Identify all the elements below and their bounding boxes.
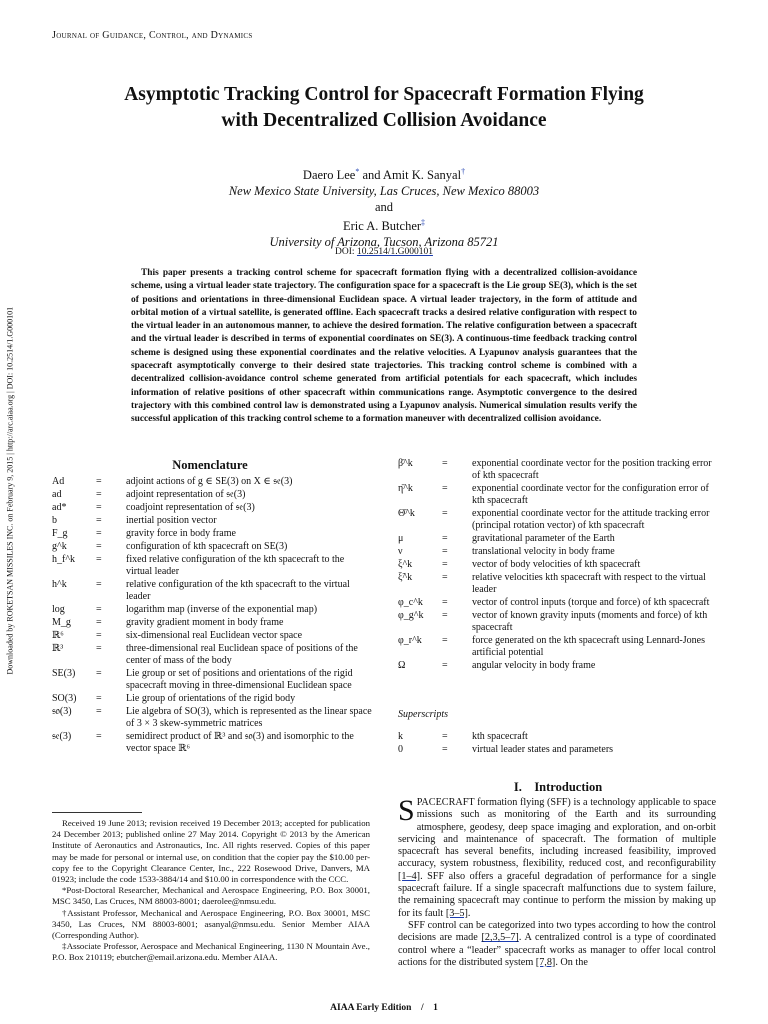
- nomenclature-row: [398, 508, 718, 533]
- author-amit-sanyal: and Amit K. Sanyal: [359, 168, 462, 183]
- footnote-author-2: †Assistant Professor, Mechanical and Aerospace Engineering, P.O. Box 30001, MSC 3450, Las Cruces, NM 88003-8001; asanyal@nmsu.edu. Senior Member AIAA (Corresponding Author).: [52, 907, 370, 941]
- nomenclature-equals: =: [96, 515, 102, 526]
- nomenclature-definition: Lie algebra of SO(3), which is represented as the linear space of 3 × 3 skew-symmetric matrices: [126, 706, 372, 729]
- nomenclature-equals: =: [442, 508, 448, 519]
- footnotes: [52, 818, 370, 964]
- nomenclature-symbol: h_f^k: [52, 554, 76, 565]
- nomenclature-row: [52, 630, 372, 643]
- nomenclature-definition: relative velocities kth spacecraft with respect to the virtual leader: [472, 572, 706, 595]
- nomenclature-definition: gravitational parameter of the Earth: [472, 533, 615, 544]
- nomenclature-equals: =: [96, 630, 102, 641]
- nomenclature-symbol: φ_g^k: [398, 610, 424, 621]
- nomenclature-equals: =: [442, 610, 448, 621]
- nomenclature-definition: translational velocity in body frame: [472, 546, 615, 557]
- abstract: This paper presents a tracking control scheme for spacecraft formation flying with a decentralized collision-avoidance scheme, using a virtual leader state trajectory. The configuration space for a spacecraft is the Lie group SE(3), which is the set of positions and orientations in three-dimensional Euclidean space. A virtual leader trajectory, in the form of attitude and orbital motion of a virtual satellite, is generated offline. Each spacecraft tracks a desired relative configuration with respect to the virtual leader in an autonomous manner, to achieve the desired formation. The relative configuration between a spacecraft and the virtual leader is described in terms of exponential coordinates on SE(3). A continuous-time feedback tracking control scheme is designed using these exponential coordinates and the relative velocities. A Lyapunov analysis guarantees that the spacecraft asymptotically converge to their desired state trajectories. This tracking control scheme is combined with a decentralized collision-avoidance control scheme generated from artificial potentials for each spacecraft, which includes information of relative positions of other spacecraft within communications range. Asymptotic convergence to the desired trajectory with this combined control law is demonstrated using a Lyapunov analysis. Numerical simulation results verify the successful application of this tracking control scheme to a formation maneuver with decentralized collision avoidance.: [131, 268, 637, 425]
- page-footer: AIAA Early Edition / 1: [330, 1003, 438, 1013]
- nomenclature-row: [52, 541, 372, 554]
- nomenclature-row: [398, 731, 718, 744]
- nomenclature-row: [398, 610, 718, 635]
- introduction-text: [398, 794, 716, 969]
- nomenclature-symbol: Ω: [398, 660, 406, 671]
- nomenclature-equals: =: [442, 597, 448, 608]
- nomenclature-equals: =: [96, 528, 102, 539]
- nomenclature-definition: Lie group or set of positions and orientations of the rigid spacecraft moving in three-dimensional Euclidean space: [126, 668, 353, 691]
- nomenclature-row: [52, 604, 372, 617]
- nomenclature-equals: =: [96, 541, 102, 552]
- nomenclature-definition: exponential coordinate vector for the attitude tracking error (principal rotation vector) of kth spacecraft: [472, 508, 710, 531]
- author-line-1: [0, 164, 768, 183]
- nomenclature-definition: fixed relative configuration of the kth spacecraft to the virtual leader: [126, 554, 345, 577]
- nomenclature-definition: adjoint representation of 𝔰𝔢(3): [126, 489, 246, 500]
- nomenclature-definition: vector of body velocities of kth spacecraft: [472, 559, 641, 570]
- nomenclature-symbol: Ad: [52, 476, 65, 487]
- nomenclature-symbol: Θ̄^k: [398, 508, 415, 519]
- paper-title: [40, 82, 728, 134]
- nomenclature-definition: inertial position vector: [126, 515, 217, 526]
- superscripts-table: [398, 731, 718, 757]
- nomenclature-row: [52, 706, 372, 731]
- nomenclature-symbol: ℝ³: [52, 643, 64, 654]
- nomenclature-definition: kth spacecraft: [472, 731, 528, 742]
- author-mark-b[interactable]: †: [461, 167, 466, 176]
- nomenclature-equals: =: [96, 554, 102, 565]
- nomenclature-equals: =: [96, 489, 102, 500]
- section-heading-introduction: I. Introduction: [513, 780, 603, 794]
- nomenclature-symbol: F_g: [52, 528, 68, 539]
- nomenclature-symbol: η̄^k: [398, 483, 413, 494]
- citation-link[interactable]: [7,8]: [535, 956, 556, 968]
- nomenclature-symbol: h^k: [52, 579, 67, 590]
- nomenclature-row: [398, 533, 718, 546]
- nomenclature-equals: =: [442, 572, 448, 583]
- nomenclature-equals: =: [442, 744, 448, 755]
- nomenclature-equals: =: [96, 731, 102, 742]
- nomenclature-symbol: log: [52, 604, 65, 615]
- nomenclature-equals: =: [442, 458, 448, 469]
- nomenclature-right: [398, 458, 718, 673]
- nomenclature-definition: exponential coordinate vector for the position tracking error of kth spacecraft: [472, 458, 712, 481]
- nomenclature-row: [52, 731, 372, 756]
- nomenclature-definition: Lie group of orientations of the rigid body: [126, 693, 296, 704]
- nomenclature-equals: =: [442, 546, 448, 557]
- intro-paragraph-2: SFF control can be categorized into two types according to how the control decisions are made [2,3,5–7]. A centralized control is a type of coordinated control where a “leader” spacecraft works as manager to offer local control actions for the distributed system [7,8]. On the: [398, 919, 716, 968]
- nomenclature-row: [52, 554, 372, 579]
- nomenclature-definition: gravity force in body frame: [126, 528, 236, 539]
- nomenclature-row: [398, 635, 718, 660]
- nomenclature-left: [52, 476, 372, 756]
- nomenclature-row: [398, 660, 718, 673]
- nomenclature-row: [398, 546, 718, 559]
- nomenclature-row: [52, 528, 372, 541]
- nomenclature-row: [52, 617, 372, 630]
- title-line-2: with Decentralized Collision Avoidance: [221, 110, 547, 131]
- footnote-author-3: ‡Associate Professor, Aerospace and Mechanical Engineering, 1130 N Mountain Ave., P.O. Box 210119; ebutcher@email.arizona.edu. Member AIAA.: [52, 941, 370, 963]
- nomenclature-equals: =: [96, 502, 102, 513]
- nomenclature-row: [398, 744, 718, 757]
- nomenclature-row: [398, 559, 718, 572]
- nomenclature-equals: =: [442, 533, 448, 544]
- nomenclature-definition: virtual leader states and parameters: [472, 744, 614, 755]
- nomenclature-equals: =: [96, 706, 102, 717]
- author-mark-a[interactable]: *: [355, 167, 360, 176]
- nomenclature-definition: six-dimensional real Euclidean vector space: [126, 630, 303, 641]
- nomenclature-equals: =: [96, 617, 102, 628]
- footnote-rule: [52, 812, 142, 813]
- author-line-2: [0, 215, 768, 234]
- nomenclature-definition: logarithm map (inverse of the exponential map): [126, 604, 318, 615]
- nomenclature-title: Nomenclature: [172, 458, 248, 472]
- nomenclature-symbol: φ_c^k: [398, 597, 423, 608]
- and-word: and: [374, 200, 394, 215]
- nomenclature-symbol: 𝔰𝔬(3): [52, 706, 72, 717]
- nomenclature-row: [52, 693, 372, 706]
- nomenclature-symbol: SE(3): [52, 668, 76, 679]
- nomenclature-definition: vector of known gravity inputs (moments and force) of kth spacecraft: [472, 610, 708, 633]
- nomenclature-symbol: 0: [398, 744, 403, 755]
- nomenclature-definition: vector of control inputs (torque and force) of kth spacecraft: [472, 597, 710, 608]
- nomenclature-symbol: b: [52, 515, 57, 526]
- footnote-author-1: *Post-Doctoral Researcher, Mechanical and Aerospace Engineering, P.O. Box 30001, MSC 3450, Las Cruces, NM 88003-8001; daerolee@nmsu.edu.: [52, 885, 370, 907]
- title-line-1: Asymptotic Tracking Control for Spacecraft Formation Flying: [124, 84, 644, 105]
- nomenclature-equals: =: [442, 660, 448, 671]
- citation-link[interactable]: [1–4]: [398, 870, 421, 882]
- citation-link[interactable]: [2,3,5–7]: [481, 932, 519, 944]
- citation-link[interactable]: [3–5]: [445, 907, 468, 919]
- nomenclature-symbol: ξ̃^k: [398, 572, 413, 583]
- nomenclature-row: [52, 668, 372, 693]
- nomenclature-row: [52, 515, 372, 528]
- nomenclature-equals: =: [442, 559, 448, 570]
- author-daero-lee: Daero Lee: [302, 168, 356, 183]
- nomenclature-equals: =: [442, 635, 448, 646]
- nomenclature-symbol: ν: [398, 546, 403, 557]
- nomenclature-equals: =: [96, 579, 102, 590]
- nomenclature-definition: angular velocity in body frame: [472, 660, 596, 671]
- intro-paragraph-1: SPACECRAFT formation flying (SFF) is a technology applicable to space missions such as monitoring of the Earth and its surrounding atmosphere, geodesy, deep space imaging and exploration, and on-orbit servicing and maintenance of spacecraft. The formation of multiple spacecraft has several benefits, including increased feasibility, improved accuracy, system robustness, flexibility, reduced cost, and reconfigurability [1–4]. SFF also offers a graceful degradation of performance for a single spacecraft failure. If a single spacecraft malfunctions due to system failure, the remaining spacecraft may continue to perform the mission by making up for its fault [3–5].: [398, 794, 716, 919]
- nomenclature-row: [52, 643, 372, 668]
- nomenclature-definition: relative configuration of the kth spacecraft to the virtual leader: [126, 579, 350, 602]
- doi-line: [0, 247, 768, 257]
- footnote-received: Received 19 June 2013; revision received 19 December 2013; accepted for publication 24 December 2013; published online 27 May 2014. Copyright © 2013 by the American Institute of Aeronautics and Astronautics, Inc. All rights reserved. Copies of this paper may be made for personal or internal use, on condition that the copier pay the $10.00 per-copy fee to the Copyright Clearance Center, Inc., 222 Rosewood Drive, Danvers, MA 01923; include the code 1533-3884/14 and $10.00 in correspondence with the CCC.: [52, 818, 370, 885]
- nomenclature-equals: =: [442, 731, 448, 742]
- nomenclature-definition: configuration of kth spacecraft on SE(3): [126, 541, 288, 552]
- nomenclature-equals: =: [96, 693, 102, 704]
- nomenclature-equals: =: [96, 476, 102, 487]
- affiliation-2: University of Arizona, Tucson, Arizona 85721: [269, 235, 499, 250]
- nomenclature-definition: semidirect product of ℝ³ and 𝔰𝔬(3) and isomorphic to the vector space ℝ⁶: [126, 731, 354, 754]
- nomenclature-symbol: ad*: [52, 502, 67, 513]
- nomenclature-symbol: k: [398, 731, 403, 742]
- nomenclature-symbol: φ_r^k: [398, 635, 422, 646]
- author-mark-c[interactable]: ‡: [421, 218, 426, 228]
- nomenclature-symbol: β̄^k: [398, 458, 413, 469]
- nomenclature-symbol: μ: [398, 533, 404, 544]
- nomenclature-symbol: SO(3): [52, 693, 77, 704]
- drop-cap: S: [398, 794, 415, 827]
- superscripts-title: Superscripts: [398, 709, 448, 720]
- nomenclature-row: [52, 476, 372, 489]
- nomenclature-row: [398, 597, 718, 610]
- nomenclature-equals: =: [96, 643, 102, 654]
- nomenclature-symbol: g^k: [52, 541, 67, 552]
- nomenclature-symbol: ℝ⁶: [52, 630, 64, 641]
- nomenclature-definition: coadjoint representation of 𝔰𝔢(3): [126, 502, 255, 513]
- nomenclature-equals: =: [96, 668, 102, 679]
- nomenclature-row: [52, 502, 372, 515]
- nomenclature-definition: force generated on the kth spacecraft using Lennard-Jones artificial potential: [472, 635, 705, 658]
- nomenclature-row: [52, 489, 372, 502]
- author-block: [0, 164, 768, 250]
- nomenclature-definition: adjoint actions of g ∈ SE(3) on X ∈ 𝔰𝔢(3): [126, 476, 293, 487]
- nomenclature-definition: exponential coordinate vector for the configuration error of kth spacecraft: [472, 483, 709, 506]
- nomenclature-symbol: ad: [52, 489, 62, 500]
- download-sidebar: Downloaded by ROKETSAN MISSILES INC. on February 9, 2015 | http://arc.aiaa.org | DOI: 10.2514/1.G000101: [5, 306, 15, 675]
- doi-link[interactable]: 10.2514/1.G000101: [356, 247, 433, 257]
- nomenclature-row: [398, 458, 718, 483]
- nomenclature-row: [52, 579, 372, 604]
- nomenclature-equals: =: [442, 483, 448, 494]
- journal-name: Journal of Guidance, Control, and Dynamics: [52, 30, 253, 41]
- affiliation-1: New Mexico State University, Las Cruces, New Mexico 88003: [228, 184, 540, 199]
- nomenclature-definition: gravity gradient moment in body frame: [126, 617, 284, 628]
- doi-label: DOI:: [335, 247, 357, 257]
- nomenclature-row: [398, 572, 718, 597]
- nomenclature-equals: =: [96, 604, 102, 615]
- nomenclature-row: [398, 483, 718, 508]
- nomenclature-symbol: M_g: [52, 617, 71, 628]
- nomenclature-symbol: 𝔰𝔢(3): [52, 731, 72, 742]
- author-eric-butcher: Eric A. Butcher: [342, 219, 422, 234]
- nomenclature-definition: three-dimensional real Euclidean space of positions of the center of mass of the body: [126, 643, 358, 666]
- nomenclature-symbol: ξ^k: [398, 559, 413, 570]
